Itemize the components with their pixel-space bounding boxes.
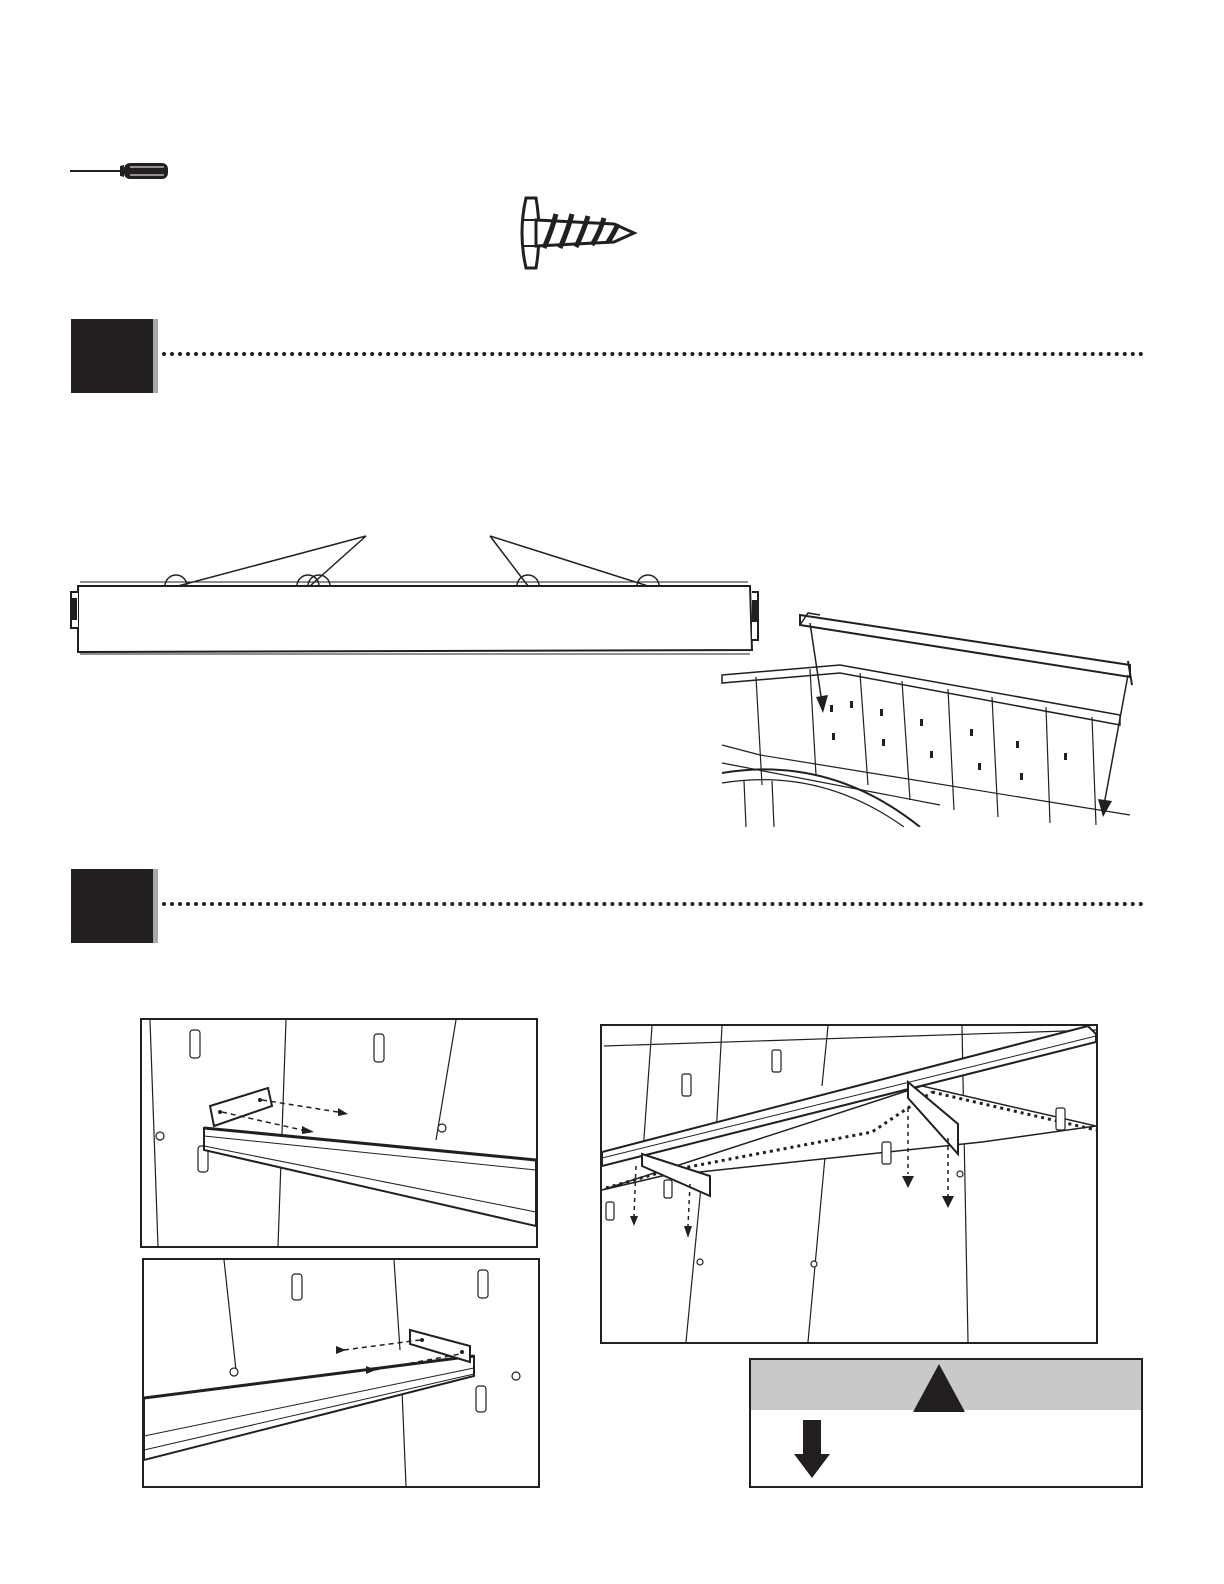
step-divider bbox=[162, 902, 1144, 906]
shed-panel-install-diagram bbox=[720, 605, 1140, 827]
down-arrow-icon bbox=[794, 1420, 830, 1480]
left-bracket-detail-frame bbox=[140, 1018, 538, 1248]
panel-part-diagram bbox=[66, 530, 766, 660]
screwdriver-icon bbox=[68, 158, 172, 184]
screw-icon bbox=[514, 190, 640, 276]
right-bracket-detail-frame bbox=[142, 1258, 540, 1488]
step-divider bbox=[162, 352, 1144, 356]
warning-box bbox=[749, 1358, 1143, 1488]
step-number-box bbox=[71, 869, 153, 943]
step-number-box bbox=[71, 319, 153, 393]
shelf-underside-detail-frame bbox=[600, 1024, 1098, 1344]
warning-triangle-icon bbox=[911, 1362, 967, 1412]
